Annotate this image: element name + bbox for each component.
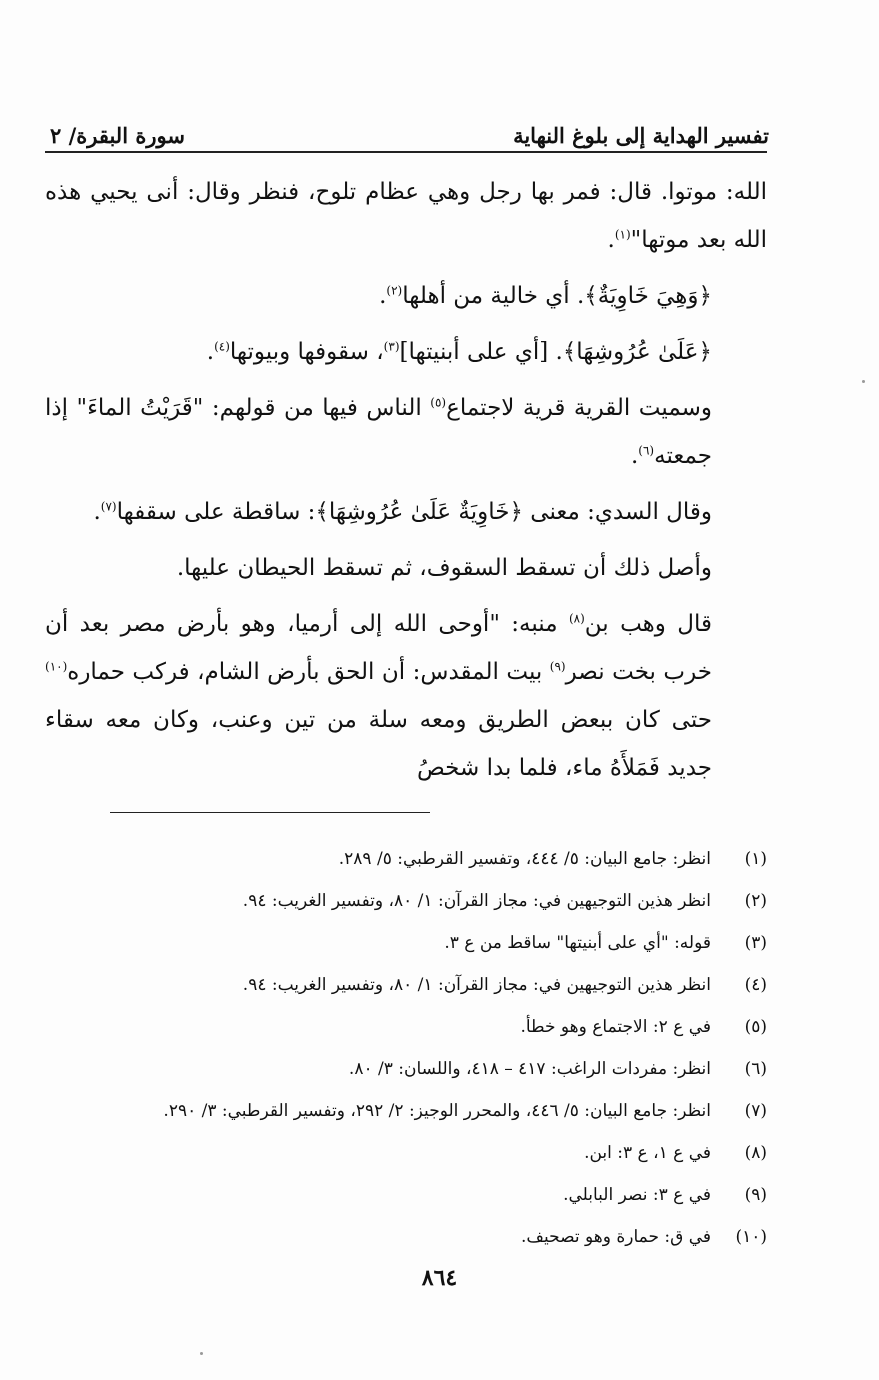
footnote-marker: (٧): [100, 499, 117, 514]
footnote-number: (٤): [744, 975, 767, 995]
paragraph: [45, 544, 767, 592]
footnote: [45, 922, 767, 964]
footnote-text: في ع ٢: الاجتماع وهو خطأ.: [520, 1017, 711, 1037]
running-header: [50, 108, 769, 148]
footnote-text: انظر: جامع البيان: ٥/ ٤٤٦، والمحرر الوجيز: ٢/ ٢٩٢، وتفسير القرطبي: ٣/ ٢٩٠.: [163, 1101, 711, 1121]
footnote-number: (١): [744, 849, 767, 869]
footnote: [45, 1132, 767, 1174]
book-title: تفسير الهداية إلى بلوغ النهاية: [513, 123, 769, 148]
footnote-text: انظر هذين التوجيهين في: مجاز القرآن: ١/ ٨٠، وتفسير الغريب: ٩٤.: [242, 891, 711, 911]
paragraph: [45, 488, 767, 536]
text-run: قال وهب بن: [584, 611, 712, 637]
footnote-marker: (٣): [383, 339, 400, 354]
footnote: [45, 838, 767, 880]
footnote-text: انظر: مفردات الراغب: ٤١٧ – ٤١٨، واللسان: ٣/ ٨٠.: [348, 1059, 711, 1079]
footnote: [45, 1048, 767, 1090]
scan-speck: [862, 380, 865, 383]
text-run: ﴿عَلَىٰ عُرُوشِهَا﴾. [أي على أبنيتها]: [399, 339, 712, 365]
page-number: ٨٦٤: [421, 1265, 458, 1291]
text-run: وأصل ذلك أن تسقط السقوف، ثم تسقط الحيطان عليها.: [176, 555, 712, 581]
footnote-marker: (٢): [386, 283, 403, 298]
text-run: .: [607, 227, 615, 253]
paragraph: [45, 384, 767, 480]
footnote-marker: (١): [614, 227, 631, 242]
paragraph: [45, 168, 767, 264]
footnote-marker: (٨): [568, 611, 585, 626]
text-run: .: [93, 499, 101, 525]
footnote-marker: (٩): [549, 659, 566, 674]
paragraph: [45, 328, 767, 376]
text-run: الناس فيها من قولهم: "قَرَيْتُ الماءَ" إذا جمعته: [45, 395, 712, 469]
text-run: حتى كان ببعض الطريق ومعه سلة من تين وعنب، وكان معه سقاء جديد فَمَلأَهُ ماء، فلما بدا شخصُ: [45, 707, 712, 781]
footnote: [45, 1174, 767, 1216]
text-run: .: [630, 443, 639, 469]
text-run: ﴿وَهِيَ خَاوِيَةٌ﴾. أي خالية من أهلها: [402, 283, 712, 309]
footnote-number: (٣): [744, 933, 767, 953]
footnote-number: (٥): [744, 1017, 767, 1037]
text-run: .: [206, 339, 215, 365]
footnote: [45, 1216, 767, 1258]
footnote-marker: (٦): [638, 443, 655, 458]
footnote-number: (٩): [744, 1185, 767, 1205]
text-run: الله: موتوا. قال: فمر بها رجل وهي عظام تلوح، فنظر وقال: أنى يحيي هذه الله بعد موتها": [45, 179, 767, 253]
footnote-text: في ع ١، ع ٣: ابن.: [584, 1143, 711, 1163]
main-text: [45, 168, 767, 792]
footnote-separator: [110, 812, 430, 813]
footnote: [45, 964, 767, 1006]
surah-label: سورة البقرة/ ٢: [50, 123, 185, 148]
scan-speck: [200, 1352, 203, 1355]
footnote: [45, 880, 767, 922]
footnote-text: في ق: حمارة وهو تصحيف.: [521, 1227, 711, 1247]
footnote-marker: (١٠): [45, 659, 68, 674]
text-run: ، سقوفها وبيوتها: [229, 339, 384, 365]
footnote-text: في ع ٣: نصر البابلي.: [563, 1185, 711, 1205]
footnote-number: (٨): [744, 1143, 767, 1163]
header-rule: [45, 151, 767, 153]
footnote-number: (٧): [744, 1101, 767, 1121]
footnote-number: (١٠): [735, 1227, 767, 1247]
footnote-number: (٢): [744, 891, 767, 911]
footnote-text: قوله: "أي على أبنيتها" ساقط من ع ٣.: [444, 933, 711, 953]
footnote-text: انظر: جامع البيان: ٥/ ٤٤٤، وتفسير القرطبي: ٥/ ٢٨٩.: [338, 849, 711, 869]
footnote: [45, 1090, 767, 1132]
footnote-number: (٦): [744, 1059, 767, 1079]
text-run: .: [379, 283, 387, 309]
footnotes: [45, 838, 767, 1258]
footnote: [45, 1006, 767, 1048]
text-run: وقال السدي: معنى ﴿خَاوِيَةٌ عَلَىٰ عُرُوشِهَا﴾: ساقطة على سقفها: [116, 499, 712, 525]
paragraph: [45, 600, 767, 792]
footnote-text: انظر هذين التوجيهين في: مجاز القرآن: ١/ ٨٠، وتفسير الغريب: ٩٤.: [242, 975, 711, 995]
text-run: وسميت القرية قرية لاجتماع: [446, 395, 712, 421]
text-run: منبه: "أوحى الله إلى أرميا، وهو بأرض مصر بعد أن خرب بخت نصر: [45, 611, 712, 685]
footnote-marker: (٤): [214, 339, 230, 354]
footnote-marker: (٥): [430, 395, 447, 410]
text-run: بيت المقدس: أن الحق بأرض الشام، فركب حماره: [67, 659, 550, 685]
paragraph: [45, 272, 767, 320]
